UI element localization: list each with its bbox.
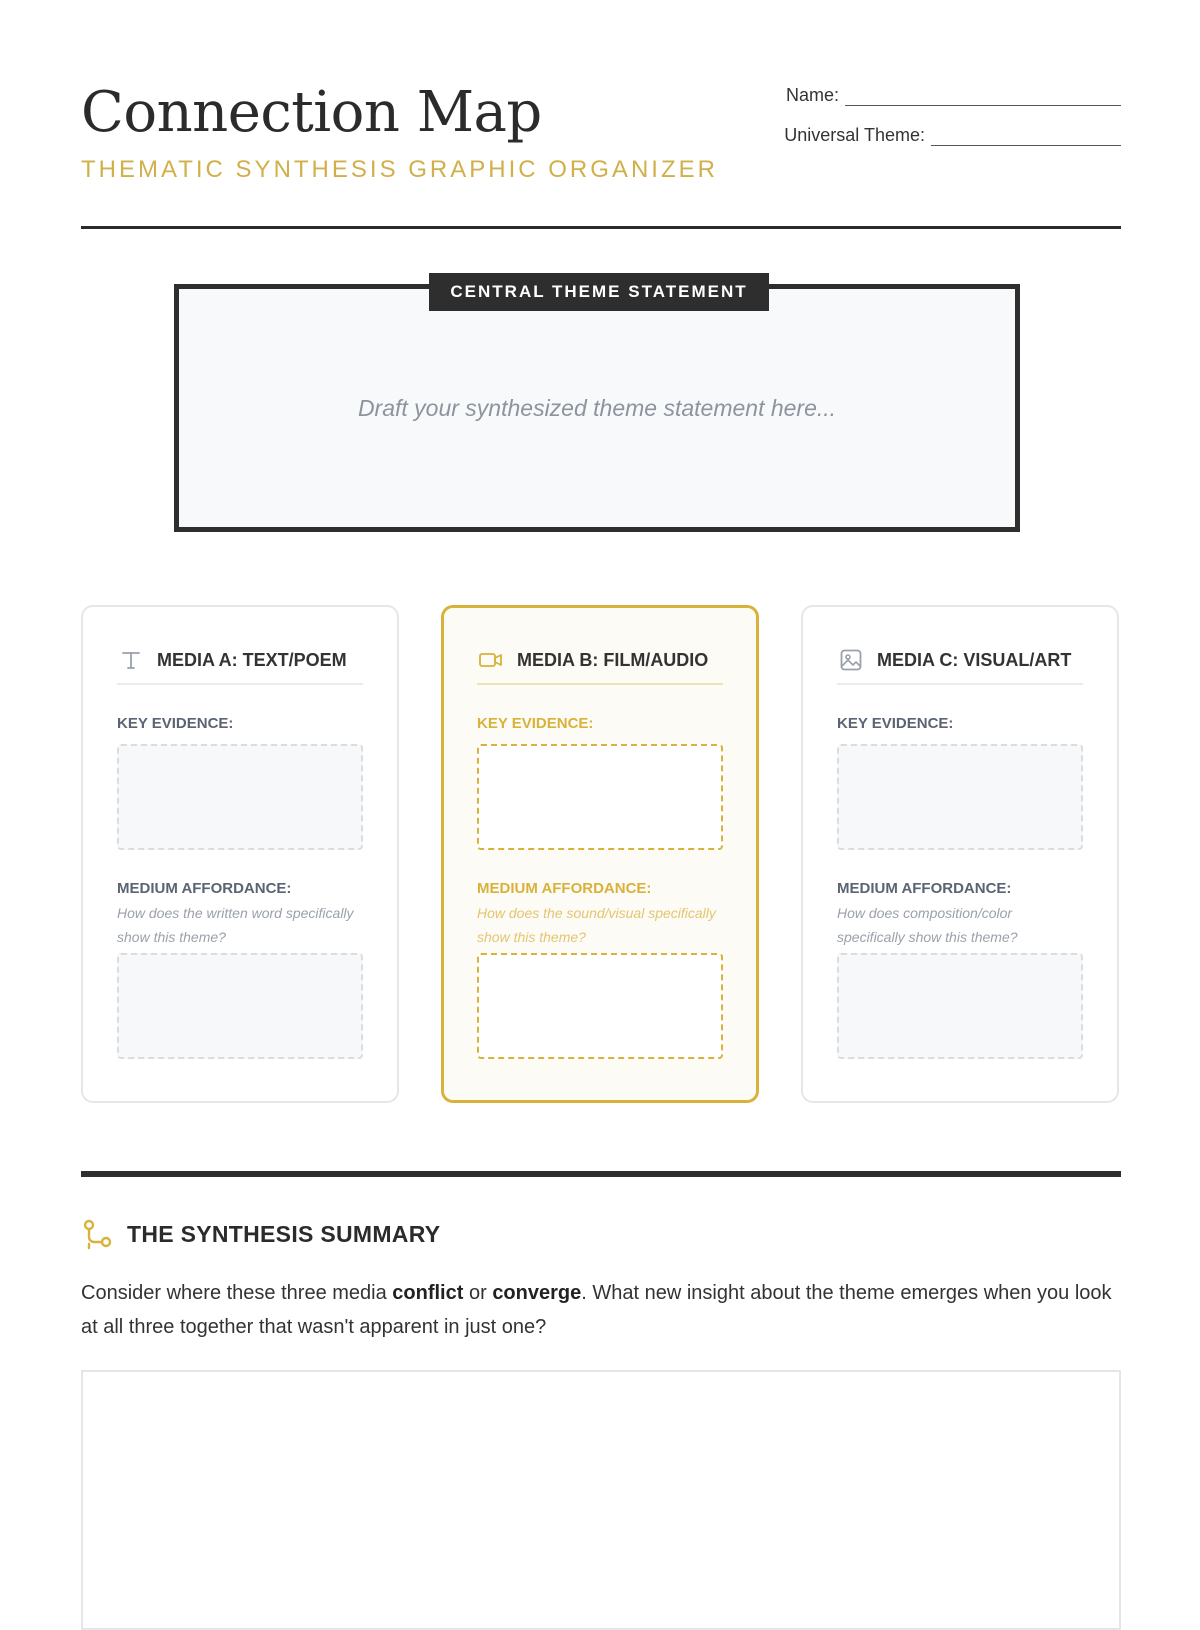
card-title: MEDIA A: TEXT/POEM xyxy=(157,649,347,670)
key-evidence-label: KEY EVIDENCE: xyxy=(477,715,594,732)
medium-affordance-label: MEDIUM AFFORDANCE: xyxy=(477,880,652,897)
header-divider xyxy=(81,226,1121,229)
text-t-icon xyxy=(117,646,145,674)
key-evidence-box[interactable] xyxy=(837,744,1083,850)
key-evidence-label: KEY EVIDENCE: xyxy=(117,715,234,732)
medium-affordance-hint: How does composition/color specifically show this theme? xyxy=(837,905,1018,945)
synthesis-summary-box[interactable] xyxy=(81,1370,1121,1630)
medium-affordance-label: MEDIUM AFFORDANCE: xyxy=(117,880,292,897)
branch-connect-icon xyxy=(81,1218,113,1250)
media-card-text xyxy=(81,605,399,1103)
section-divider xyxy=(81,1171,1121,1177)
card-header xyxy=(117,641,363,685)
prompt-bold-conflict: conflict xyxy=(392,1282,464,1304)
universal-theme-field[interactable] xyxy=(931,125,1121,146)
media-card-film xyxy=(441,605,759,1103)
medium-affordance-hint: How does the sound/visual specifically show this theme? xyxy=(477,905,716,945)
card-header xyxy=(477,641,723,685)
worksheet-page xyxy=(81,0,1121,1600)
key-evidence-box[interactable] xyxy=(117,744,363,850)
medium-affordance-hint: How does the written word specifically show this theme? xyxy=(117,905,354,945)
card-title: MEDIA B: FILM/AUDIO xyxy=(517,649,709,670)
summary-title: THE SYNTHESIS SUMMARY xyxy=(127,1220,441,1247)
prompt-bold-converge: converge xyxy=(492,1282,582,1304)
central-theme-label: CENTRAL THEME STATEMENT xyxy=(429,273,769,311)
card-title: MEDIA C: VISUAL/ART xyxy=(877,649,1072,670)
theme-row xyxy=(741,120,1121,146)
page-subtitle: THEMATIC SYNTHESIS GRAPHIC ORGANIZER xyxy=(81,156,718,183)
card-header xyxy=(837,641,1083,685)
medium-affordance-box[interactable] xyxy=(477,953,723,1059)
key-evidence-box[interactable] xyxy=(477,744,723,850)
video-camera-icon xyxy=(477,646,505,674)
page-title: Connection Map xyxy=(81,80,542,145)
universal-theme-label: Universal Theme: xyxy=(784,125,925,145)
name-field[interactable] xyxy=(845,85,1121,106)
medium-affordance-label: MEDIUM AFFORDANCE: xyxy=(837,880,1012,897)
student-info xyxy=(741,80,1121,160)
medium-affordance-box[interactable] xyxy=(117,953,363,1059)
central-theme-box[interactable] xyxy=(174,284,1020,532)
name-row xyxy=(741,80,1121,106)
summary-prompt xyxy=(81,1276,1121,1344)
summary-header xyxy=(81,1218,440,1250)
prompt-text: or xyxy=(463,1282,493,1304)
media-card-visual xyxy=(801,605,1119,1103)
image-icon xyxy=(837,646,865,674)
prompt-text: Consider where these three media xyxy=(81,1282,393,1304)
name-label: Name: xyxy=(785,85,839,105)
key-evidence-label: KEY EVIDENCE: xyxy=(837,715,954,732)
prompt-text: . What new insight about the theme emerges when you look at all three together that wasn't apparent in just one? xyxy=(81,1282,1112,1338)
central-theme-placeholder: Draft your synthesized theme statement here... xyxy=(357,395,837,421)
medium-affordance-box[interactable] xyxy=(837,953,1083,1059)
